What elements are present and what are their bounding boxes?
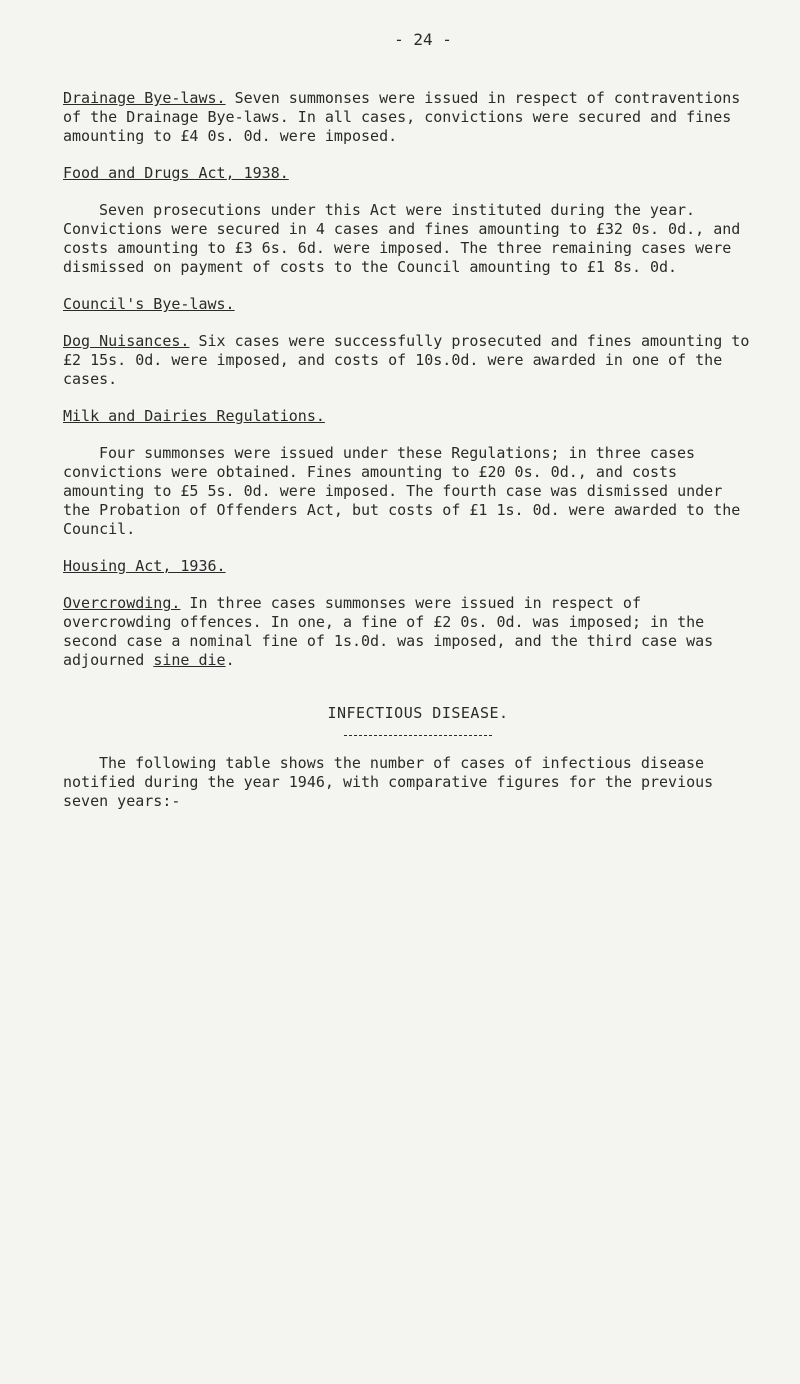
- council-byelaws-heading: Council's Bye-laws.: [63, 295, 235, 313]
- infectious-disease-title: INFECTIOUS DISEASE.: [327, 704, 509, 722]
- infectious-disease-text: The following table shows the number of cases of infectious disease notified during the year 1946, with comparative figures for the previous seven years:-: [63, 754, 714, 810]
- overcrowding-text-end: .: [225, 651, 235, 669]
- document-page: [63, 30, 753, 811]
- milk-dairies-heading: Milk and Dairies Regulations.: [63, 407, 325, 425]
- food-drugs-heading: Food and Drugs Act, 1938.: [63, 164, 289, 182]
- drainage-text: Seven summonses were issued in respect of contraventions of the Drainage Bye-laws. In all cases, convictions were secured and fines amounting to £4 0s. 0d. were imposed.: [63, 89, 741, 145]
- dog-nuisances-heading: Dog Nuisances.: [63, 332, 190, 350]
- milk-dairies-text: Four summonses were issued under these Regulations; in three cases convictions were obtained. Fines amounting to £20 0s. 0d., and costs amounting to £5 5s. 0d. were imposed. The fourth case was dismissed under the Probation of Offenders Act, but costs of £1 1s. 0d. were awarded to the Council.: [63, 444, 741, 538]
- overcrowding-paragraph: [63, 594, 753, 670]
- drainage-paragraph: [63, 89, 753, 146]
- drainage-heading: Drainage Bye-laws.: [63, 89, 226, 107]
- sine-die-emphasis: sine die: [153, 651, 226, 669]
- page-number: - 24 -: [394, 30, 452, 49]
- housing-heading: Housing Act, 1936.: [63, 557, 226, 575]
- overcrowding-text: In three cases summonses were issued in respect of overcrowding offences. In one, a fine of £2 0s. 0d. was imposed; in the second case a nominal fine of 1s.0d. was imposed, and the third case was adjourned: [63, 594, 714, 669]
- food-drugs-text: Seven prosecutions under this Act were instituted during the year. Convictions were secured in 4 cases and fines amounting to £32 0s. 0d., and costs amounting to £3 6s. 6d. were imposed. The three remaining cases were dismissed on payment of costs to the Council amounting to £1 8s. 0d.: [63, 201, 741, 276]
- dog-nuisances-paragraph: [63, 332, 753, 389]
- overcrowding-heading: Overcrowding.: [63, 594, 181, 612]
- title-divider: [344, 735, 492, 736]
- dog-nuisances-text: Six cases were successfully prosecuted and fines amounting to £2 15s. 0d. were imposed, and costs of 10s.0d. were awarded in one of the cases.: [63, 332, 750, 388]
